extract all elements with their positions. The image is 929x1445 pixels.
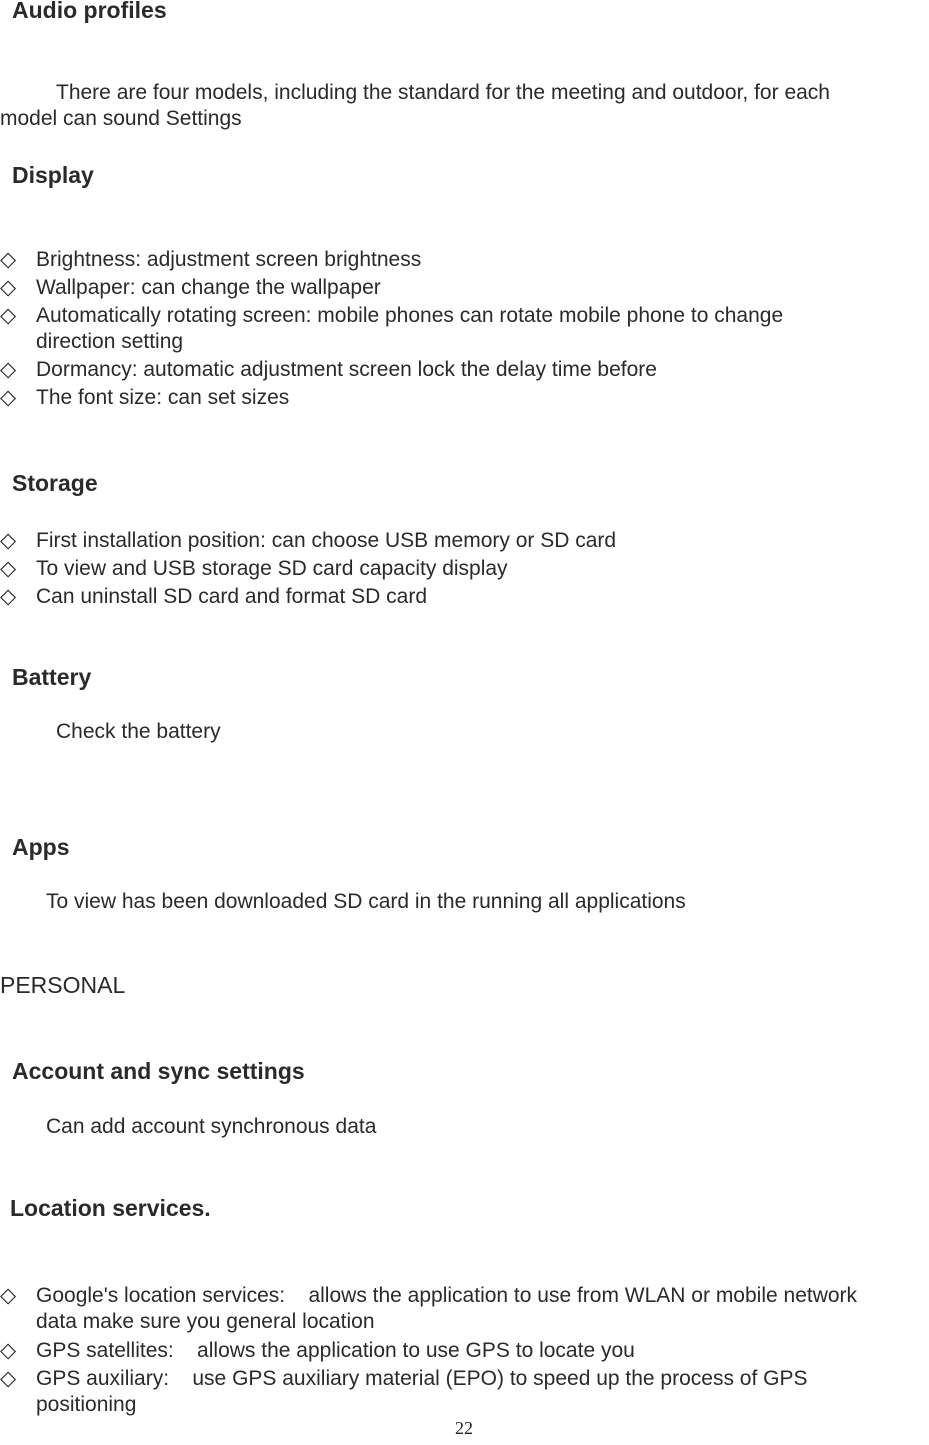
list-item-text-continued: data make sure you general location (36, 1310, 375, 1333)
diamond-bullet-icon: ◇ (0, 1339, 17, 1362)
heading-battery: Battery (12, 664, 92, 690)
diamond-bullet-icon: ◇ (0, 386, 17, 409)
heading-audio-profiles: Audio profiles (12, 0, 167, 23)
page-number: 22 (455, 1418, 473, 1438)
apps-text: To view has been downloaded SD card in the running all applications (46, 890, 686, 913)
diamond-bullet-icon: ◇ (0, 304, 17, 327)
list-item-text-continued: direction setting (36, 330, 184, 353)
heading-apps: Apps (12, 834, 70, 860)
audio-profiles-text-line2: model can sound Settings (0, 107, 242, 130)
audio-profiles-text-line1: There are four models, including the standard for the meeting and outdoor, for each (56, 81, 830, 104)
heading-account-sync: Account and sync settings (12, 1058, 305, 1084)
account-sync-text: Can add account synchronous data (46, 1115, 377, 1138)
diamond-bullet-icon: ◇ (0, 248, 17, 271)
heading-location-services: Location services. (10, 1195, 211, 1221)
list-item-text: Can uninstall SD card and format SD card (36, 585, 428, 608)
list-item-text: First installation position: can choose USB memory or SD card (36, 529, 617, 552)
heading-personal: PERSONAL (0, 972, 126, 998)
list-item-text: GPS auxiliary: use GPS auxiliary material (EPO) to speed up the process of GPS (36, 1367, 808, 1390)
diamond-bullet-icon: ◇ (0, 358, 17, 381)
list-item-text-continued: positioning (36, 1393, 137, 1416)
list-item-text: Wallpaper: can change the wallpaper (36, 276, 381, 299)
diamond-bullet-icon: ◇ (0, 1367, 17, 1390)
heading-display: Display (12, 162, 94, 188)
list-item-text: Automatically rotating screen: mobile phones can rotate mobile phone to change (36, 304, 784, 327)
list-item-text: Dormancy: automatic adjustment screen lock the delay time before (36, 358, 657, 381)
list-item-text: GPS satellites: allows the application to use GPS to locate you (36, 1339, 635, 1362)
diamond-bullet-icon: ◇ (0, 557, 17, 580)
diamond-bullet-icon: ◇ (0, 585, 17, 608)
list-item-text: Google's location services: allows the application to use from WLAN or mobile network (36, 1284, 858, 1307)
battery-text: Check the battery (56, 720, 221, 743)
heading-storage: Storage (12, 470, 98, 496)
list-item-text: Brightness: adjustment screen brightness (36, 248, 422, 271)
diamond-bullet-icon: ◇ (0, 276, 17, 299)
list-item-text: To view and USB storage SD card capacity display (36, 557, 508, 580)
diamond-bullet-icon: ◇ (0, 1284, 17, 1307)
diamond-bullet-icon: ◇ (0, 529, 17, 552)
list-item-text: The font size: can set sizes (36, 386, 290, 409)
